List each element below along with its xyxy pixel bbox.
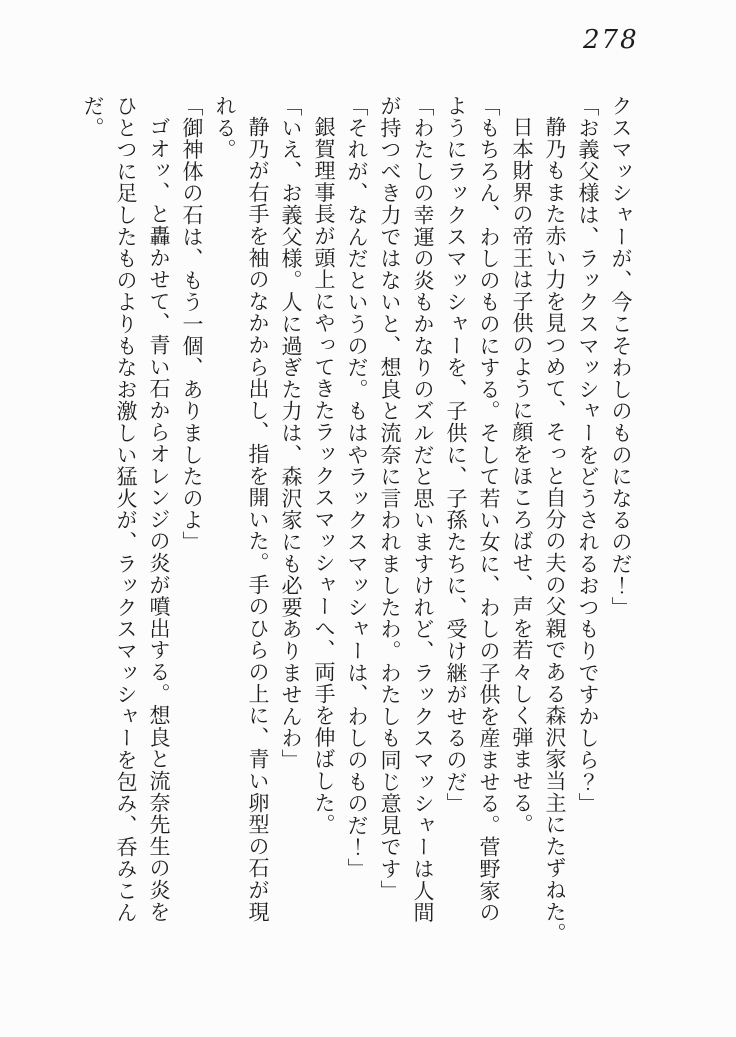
- text-line: 「御神体の石は、もう一個、ありましたのよ」: [180, 95, 204, 553]
- text-line: クスマッシャーが、今こそわしのものになるのだ！」: [609, 95, 633, 619]
- text-line: 静乃が右手を袖のなかから出し、指を開いた。手のひらの上に、青い卵型の石が現: [246, 116, 270, 923]
- text-line: ひとつに足したものよりもなお激しい猛火が、ラックスマッシャーを包み、呑みこん: [114, 95, 138, 924]
- text-line: が持つべき力ではないと、想良と流奈に言われましたわ。わたしも同じ意見です」: [378, 95, 402, 902]
- text-line: 静乃もまた赤い力を見つめて、そっと自分の夫の父親である森沢家当主にたずねた。: [543, 116, 567, 945]
- page-number: 278: [583, 25, 639, 55]
- text-line: 銀賀理事長が頭上にやってきたラックスマッシャーへ、両手を伸ばした。: [312, 116, 336, 836]
- text-line: 「それが、なんだというのだ。もはやラックスマッシャーは、わしのものだ！」: [345, 95, 369, 880]
- text-line: 「わたしの幸運の炎もかなりのズルだと思いますけれど、ラックスマッシャーは人間: [411, 95, 435, 924]
- text-line: 「いえ、お義父様。人に過ぎた力は、森沢家にも必要ありませんわ」: [279, 95, 303, 771]
- text-line: ゴオッ、と轟かせて、青い石からオレンジの炎が噴出する。想良と流奈先生の炎を: [147, 116, 171, 923]
- text-line: ようにラックスマッシャーを、子供に、子孫たちに、受け継がせるのだ」: [444, 95, 468, 815]
- text-line: 「お義父様は、ラックスマッシャーをどうされるおつもりですかしら？」: [576, 95, 600, 815]
- text-line: 「もちろん、わしのものにする。そして若い女に、わしの子供を産ませる。菅野家の: [477, 95, 501, 924]
- text-line: れる。: [213, 95, 237, 161]
- text-block: [76, 95, 637, 943]
- text-line: だ。: [81, 95, 105, 139]
- text-line: 日本財界の帝王は子供のように顔をほころばせ、声を若々しく弾ませる。: [510, 116, 534, 836]
